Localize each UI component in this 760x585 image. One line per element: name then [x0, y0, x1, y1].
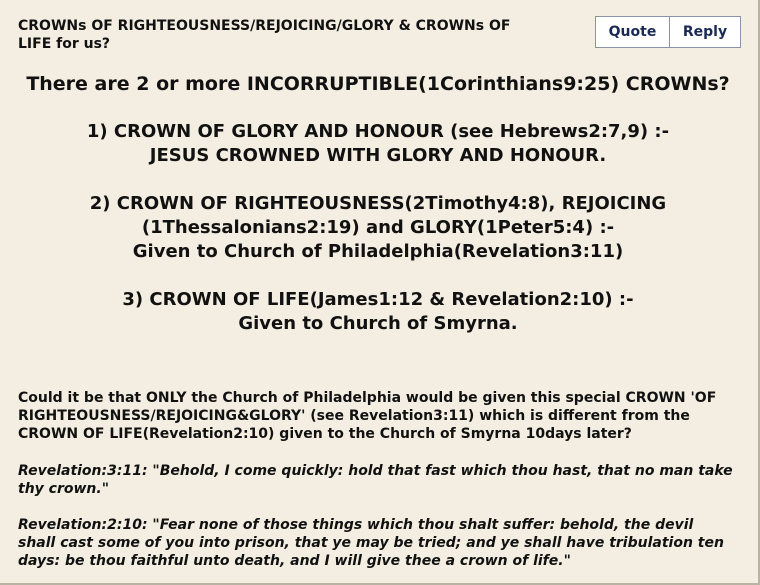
revelation-2-10-quote: Revelation:2:10: "Fear none of those things which thou shalt suffer: behold, the devil shall cast some of you into prison, that ye may be tried; and ye shall have tribulation ten days: be thou faithful unto death, and I will give thee a crown of life." — [18, 517, 724, 569]
crown-of-life-section — [0, 288, 756, 336]
crown3-line1: 3) CROWN OF LIFE(James1:12 & Revelation2:10) :- — [122, 289, 634, 310]
crown3-line2: Given to Church of Smyrna. — [238, 313, 518, 334]
crown1-line2: JESUS CROWNED WITH GLORY AND HONOUR. — [149, 145, 607, 166]
post-title: CROWNs OF RIGHTEOUSNESS/REJOICING/GLORY & CROWNs OF LIFE for us? — [18, 18, 511, 52]
quote-button[interactable]: Quote — [596, 17, 670, 47]
reply-button[interactable]: Reply — [670, 17, 740, 47]
crown2-line1: 2) CROWN OF RIGHTEOUSNESS(2Timothy4:8), REJOICING — [89, 193, 667, 214]
crown-of-glory-section — [0, 120, 756, 168]
post-action-buttons — [595, 16, 741, 48]
crown1-line1: 1) CROWN OF GLORY AND HONOUR (see Hebrews2:7,9) :- — [86, 121, 670, 142]
post-headline: There are 2 or more INCORRUPTIBLE(1Corinthians9:25) CROWNs? — [26, 73, 730, 95]
crown-of-righteousness-section — [0, 192, 756, 264]
revelation-3-11-quote: Revelation:3:11: "Behold, I come quickly: hold that fast which thou hast, that no man take thy crown." — [18, 463, 733, 497]
question-paragraph: Could it be that ONLY the Church of Philadelphia would be given this special CROWN 'OF RIGHTEOUSNESS/REJOICING&GLORY' (see Revelation3:11) which is different from the CROWN OF LIFE(Revelation2:10) given to the Church of Smyrna 10days later? — [18, 390, 717, 442]
crown2-line3: Given to Church of Philadelphia(Revelation3:11) — [132, 241, 624, 262]
crown2-line2: (1Thessalonians2:19) and GLORY(1Peter5:4) :- — [141, 217, 615, 238]
